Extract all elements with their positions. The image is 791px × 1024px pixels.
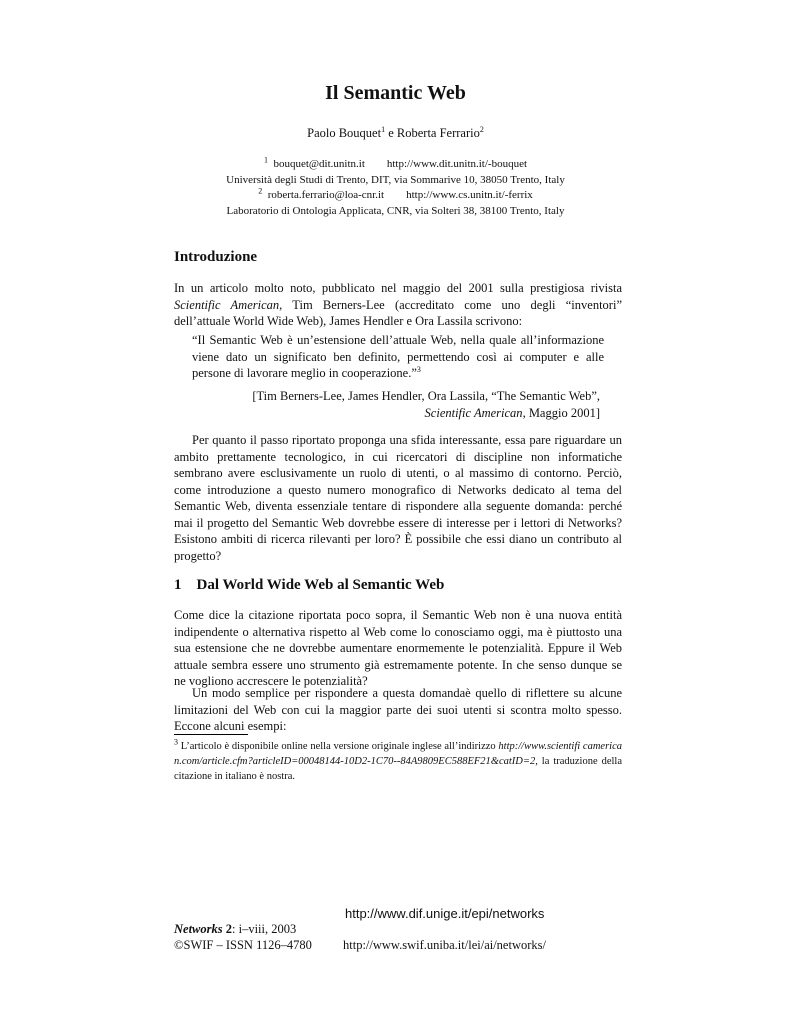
footnote-3-text-a: L’articolo è disponibile online nella versione originale inglese all’indirizzo xyxy=(180,741,499,752)
intro-p1-journal: Scientific American xyxy=(174,297,280,312)
author-2: Roberta Ferrario xyxy=(396,126,480,140)
section-1-heading xyxy=(174,577,444,594)
intro-heading: Introduzione xyxy=(174,249,258,265)
author-joiner: e xyxy=(385,126,397,140)
section-1-title: Dal World Wide Web al Semantic Web xyxy=(196,577,445,593)
affiliation-2-url[interactable]: http://www.cs.unitn.it/-ferrix xyxy=(406,189,533,201)
copyright-issn: ©SWIF – ISSN 1126–4780 xyxy=(174,938,312,952)
intro-paragraph-2: Per quanto il passo riportato proponga una sfida interessante, essa pare riguardare un ambito prettamente tecnologico, in cui ricercatori di discipline non informatiche sembrano avere esclusivamente un ruolo di utenti, o al massimo di contorno. Perciò, come introduzione a questo numero monografico di Networks dedicato al tema del Semantic Web, diventa essenziale tentare di rispondere alla seguente domanda: perché mai il progetto del Semantic Web dovrebbe essere di interesse per i lettori di Networks? Esistono ambiti di ricerca rilevanti per loro? È possibile che essi diano un contributo al progetto? xyxy=(174,433,622,563)
paper-title: Il Semantic Web xyxy=(325,82,466,104)
citation-journal: Scientific American xyxy=(424,405,523,420)
footnote-3 xyxy=(174,739,622,784)
footnote-rule xyxy=(174,734,248,735)
authors-line xyxy=(0,126,791,141)
affiliation-2-mark: 2 xyxy=(258,186,263,196)
citation-date: , Maggio 2001] xyxy=(522,405,600,420)
footnote-3-text-b: , la traduzione della citazione in italiano è nostra. xyxy=(174,756,622,782)
journal-volume: 2 xyxy=(225,922,232,936)
author-1: Paolo Bouquet xyxy=(307,126,382,140)
intro-p1-text-a: In un articolo molto noto, pubblicato nel maggio del 2001 sulla prestigiosa rivista xyxy=(174,281,622,295)
intro-p1-text-b: , Tim Berners-Lee (accreditato come uno degli “inventori” dell’attuale World Wide Web), James Hendler e Ora Lassila scrivono: xyxy=(174,297,622,328)
affiliation-1-contacts xyxy=(0,157,791,171)
author-2-affiliation-mark: 2 xyxy=(479,124,484,134)
intro-paragraph-1 xyxy=(174,280,622,330)
affiliation-2-contacts xyxy=(0,188,791,202)
swif-url[interactable]: http://www.swif.uniba.it/lei/ai/networks/ xyxy=(343,938,546,952)
affiliation-1-institution: Università degli Studi di Trento, DIT, via Sommarive 10, 38050 Trento, Italy xyxy=(226,174,565,186)
affiliation-1-mark: 1 xyxy=(263,155,268,165)
section-1-paragraph-2: Un modo semplice per rispondere a questa domandaè quello di riflettere su alcune limitazioni del Web con cui la maggior parte dei suoi utenti si scontra molto spesso. Eccone alcuni esempi: xyxy=(174,686,622,733)
quote-citation xyxy=(174,388,600,421)
journal-name: Networks xyxy=(174,922,223,936)
footnote-ref-3[interactable]: 3 xyxy=(416,364,421,374)
quote-text: “Il Semantic Web è un’estensione dell’attuale Web, nella quale all’informazione viene dato un significato ben definito, permettendo così ai computer e alle persone di lavorare meglio in cooperazione.” xyxy=(192,333,604,380)
journal-pages-year: : i–viii, 2003 xyxy=(232,922,297,936)
affiliation-2-institution: Laboratorio di Ontologia Applicata, CNR, via Solteri 38, 38100 Trento, Italy xyxy=(226,205,565,217)
networks-url[interactable]: http://www.dif.unige.it/epi/networks xyxy=(345,906,545,921)
affiliation-1-url[interactable]: http://www.dit.unitn.it/-bouquet xyxy=(386,158,528,170)
journal-reference xyxy=(174,921,296,937)
section-1-number: 1 xyxy=(174,577,182,593)
quote-block xyxy=(192,332,604,382)
section-1-paragraph-1: Come dice la citazione riportata poco sopra, il Semantic Web non è una nuova entità indipendente o alternativa rispetto al Web come lo conosciamo oggi, ma è piuttosto una sua estensione che ne dovrebbe aumentare enormemente le potenzialità. Eppure il Web attuale sembra essere uno strumento già estremamente potente. In che senso dunque se ne vogliono accrescere le potenzialità? xyxy=(174,608,622,688)
author-1-affiliation-mark: 1 xyxy=(381,124,386,134)
citation-line-2 xyxy=(174,405,600,422)
affiliation-2-email[interactable]: roberta.ferrario@loa-cnr.it xyxy=(267,189,385,201)
footnote-3-mark: 3 xyxy=(174,737,178,747)
footnote-3-url[interactable]: http://www.scientifi camerican.com/article.cfm?articleID=00048144-10D2-1C70--84A9809EC588EF21&catID=2 xyxy=(174,741,623,767)
citation-line-1: [Tim Berners-Lee, James Hendler, Ora Lassila, “The Semantic Web”, xyxy=(252,389,600,403)
affiliation-1-email[interactable]: bouquet@dit.unitn.it xyxy=(273,158,365,170)
